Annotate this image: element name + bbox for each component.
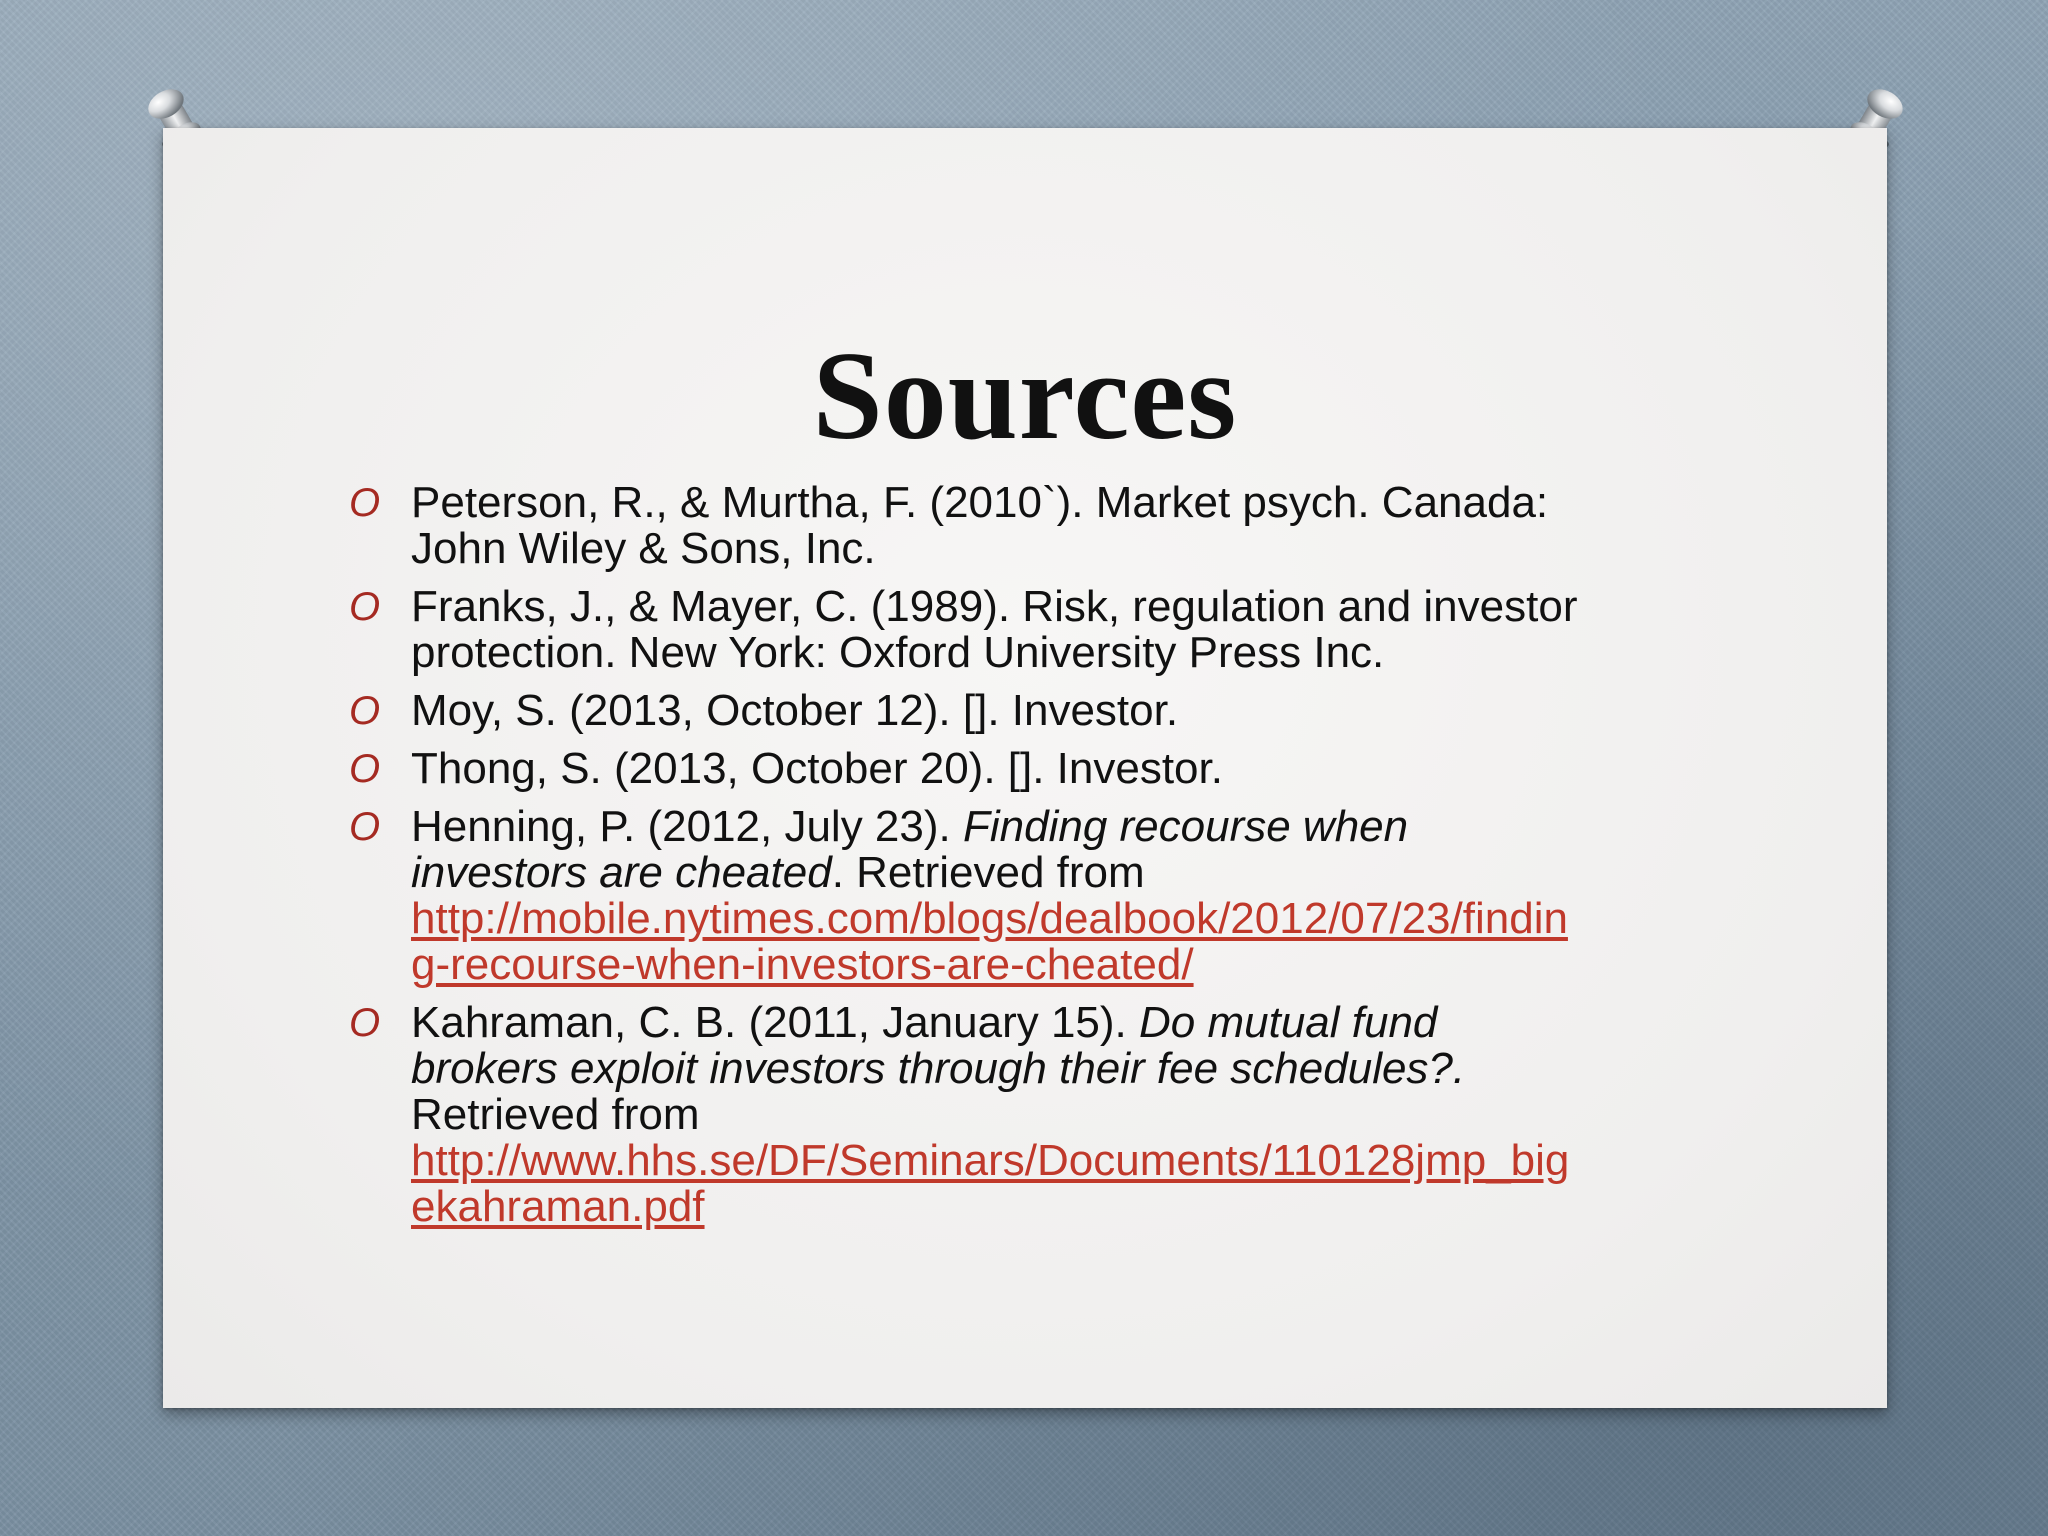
reference-link[interactable]: g-recourse-when-investors-are-cheated/	[411, 940, 1194, 989]
reference-item	[349, 688, 1689, 734]
bullet-icon: O	[349, 481, 381, 525]
bullet-icon: O	[349, 805, 381, 849]
reference-title: investors are cheated	[411, 848, 832, 897]
reference-item	[349, 480, 1689, 572]
reference-text-line	[411, 1000, 1689, 1046]
bullet-icon: O	[349, 585, 381, 629]
reference-item	[349, 746, 1689, 792]
reference-text: Franks, J., & Mayer, C. (1989). Risk, regulation and investor	[411, 582, 1578, 631]
reference-text-line	[411, 850, 1689, 896]
reference-item	[349, 584, 1689, 676]
reference-text: Thong, S. (2013, October 20). []. Investor.	[411, 744, 1223, 793]
reference-text: Peterson, R., & Murtha, F. (2010`). Market psych. Canada:	[411, 478, 1549, 527]
reference-author: Kahraman, C. B. (2011, January 15).	[411, 998, 1139, 1047]
reference-author: Henning, P. (2012, July 23).	[411, 802, 963, 851]
reference-text: protection. New York: Oxford University Press Inc.	[411, 628, 1385, 677]
slide-title: Sources	[812, 327, 1238, 467]
bullet-icon: O	[349, 1001, 381, 1045]
reference-text: John Wiley & Sons, Inc.	[411, 524, 876, 573]
bullet-icon: O	[349, 689, 381, 733]
reference-title: Do mutual fund	[1139, 998, 1438, 1047]
reference-title: brokers exploit investors through their fee schedules?.	[411, 1044, 1466, 1093]
reference-retrieved: . Retrieved from	[831, 848, 1145, 897]
reference-title: Finding recourse when	[962, 802, 1409, 851]
reference-text: Moy, S. (2013, October 12). []. Investor.	[411, 686, 1179, 735]
reference-link[interactable]: ekahraman.pdf	[411, 1182, 705, 1231]
reference-item	[349, 804, 1689, 988]
reference-link[interactable]: http://www.hhs.se/DF/Seminars/Documents/110128jmp_big	[411, 1136, 1570, 1185]
slide-paper	[163, 128, 1887, 1408]
bullet-icon: O	[349, 747, 381, 791]
reference-link[interactable]: http://mobile.nytimes.com/blogs/dealbook/2012/07/23/findin	[411, 894, 1568, 943]
reference-item	[349, 1000, 1689, 1230]
reference-retrieved: Retrieved from	[411, 1090, 700, 1139]
reference-list	[349, 480, 1689, 1242]
reference-text-line	[411, 804, 1689, 850]
